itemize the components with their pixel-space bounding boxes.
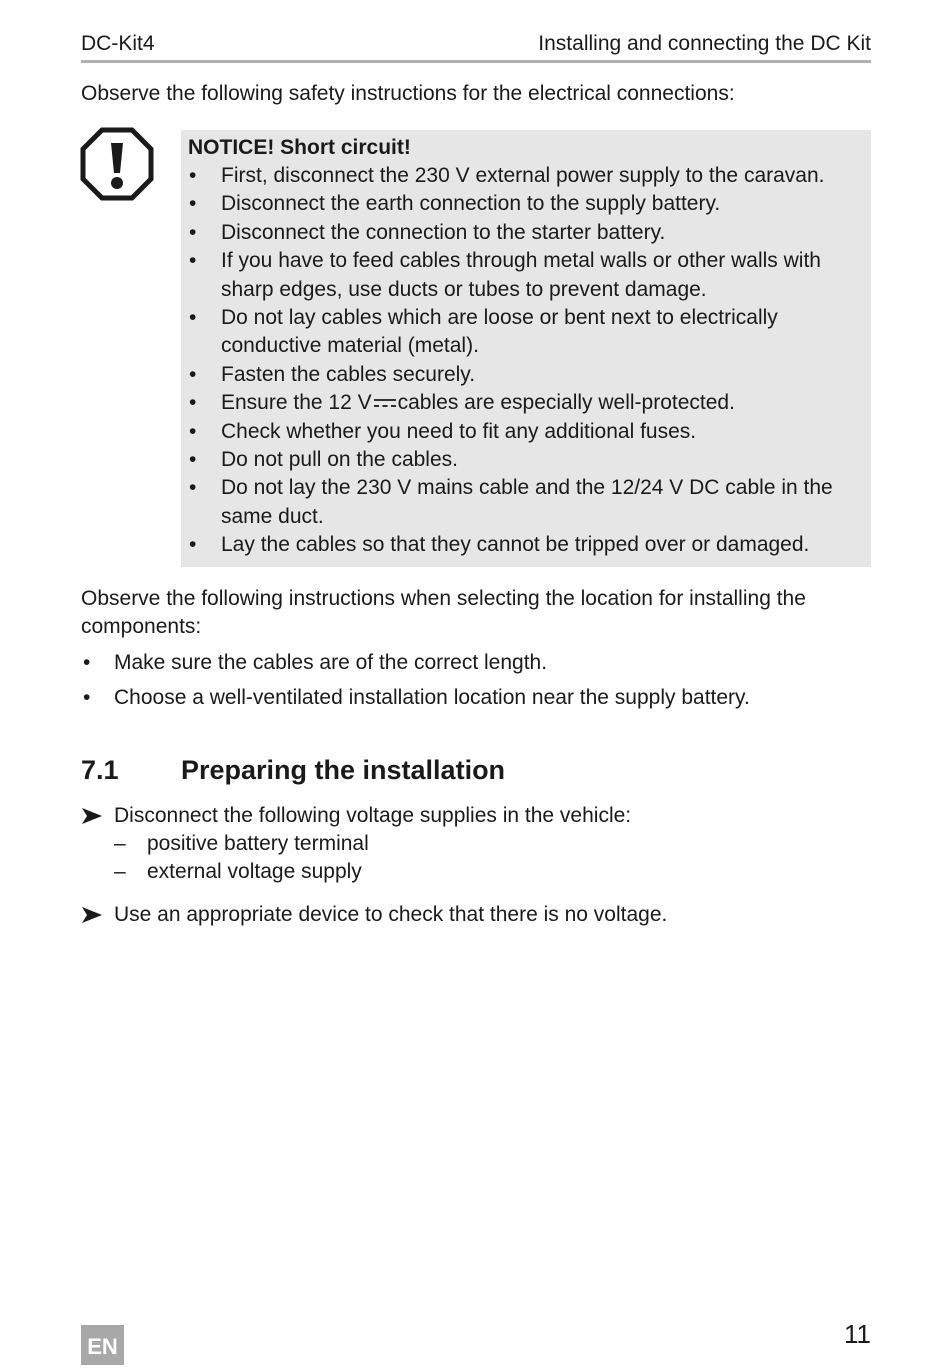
section-title: Preparing the installation [181, 755, 506, 785]
notice-item: • Disconnect the connection to the starter battery. [189, 220, 666, 244]
electrical-intro-text: Observe the following safety instructions for the electrical connections: [81, 82, 735, 105]
section-number: 7.1 [81, 755, 119, 785]
location-item: • Make sure the cables are of the correct length. [83, 651, 548, 674]
page-header [81, 30, 871, 63]
notice-item: • Do not lay the 230 V mains cable and the 12/24 V DC cable in the same duct. [189, 476, 833, 528]
section-heading [81, 752, 871, 788]
header-product-name: DC-Kit4 [81, 32, 155, 55]
notice-item: • Check whether you need to fit any additional fuses. [189, 419, 697, 443]
arrow-right-icon [81, 802, 103, 830]
notice-item-dc: • Ensure the 12 V cables are especially well-protected. [189, 391, 735, 415]
notice-item: • Do not pull on the cables. [189, 448, 458, 472]
notice-list [181, 162, 861, 560]
notice-item: • Lay the cables so that they cannot be tripped over or damaged. [189, 533, 810, 557]
header-chapter-title: Installing and connecting the DC Kit [538, 32, 871, 55]
location-intro-text: Observe the following instructions when selecting the location for installing the components: [81, 587, 806, 639]
exclamation-warning-icon [80, 127, 154, 201]
step-sublist [114, 830, 369, 887]
notice-title: NOTICE! Short circuit! [188, 136, 411, 159]
step-subitem: – external voltage supply [114, 860, 362, 884]
notice-item: • If you have to feed cables through metal walls or other walls with sharp edges, use ducts or tubes to prevent damage. [189, 249, 821, 301]
notice-box [181, 130, 871, 567]
step-text: Disconnect the following voltage supplies in the vehicle: [114, 804, 632, 827]
notice-item: • Do not lay cables which are loose or bent next to electrically conductive material (metal). [189, 306, 778, 358]
step-text: Use an appropriate device to check that there is no voltage. [114, 903, 668, 926]
notice-item: • Fasten the cables securely. [189, 362, 476, 386]
step-subitem: – positive battery terminal [114, 832, 369, 855]
notice-item: • First, disconnect the 230 V external power supply to the caravan. [189, 164, 825, 187]
language-badge: EN [81, 1325, 124, 1365]
location-item: • Choose a well-ventilated installation location near the supply battery. [83, 686, 750, 709]
dc-symbol-icon [373, 396, 397, 410]
location-list [81, 649, 871, 719]
page-number: 11 [844, 1319, 871, 1349]
notice-item: • Disconnect the earth connection to the supply battery. [189, 192, 721, 216]
arrow-right-icon [81, 901, 103, 929]
